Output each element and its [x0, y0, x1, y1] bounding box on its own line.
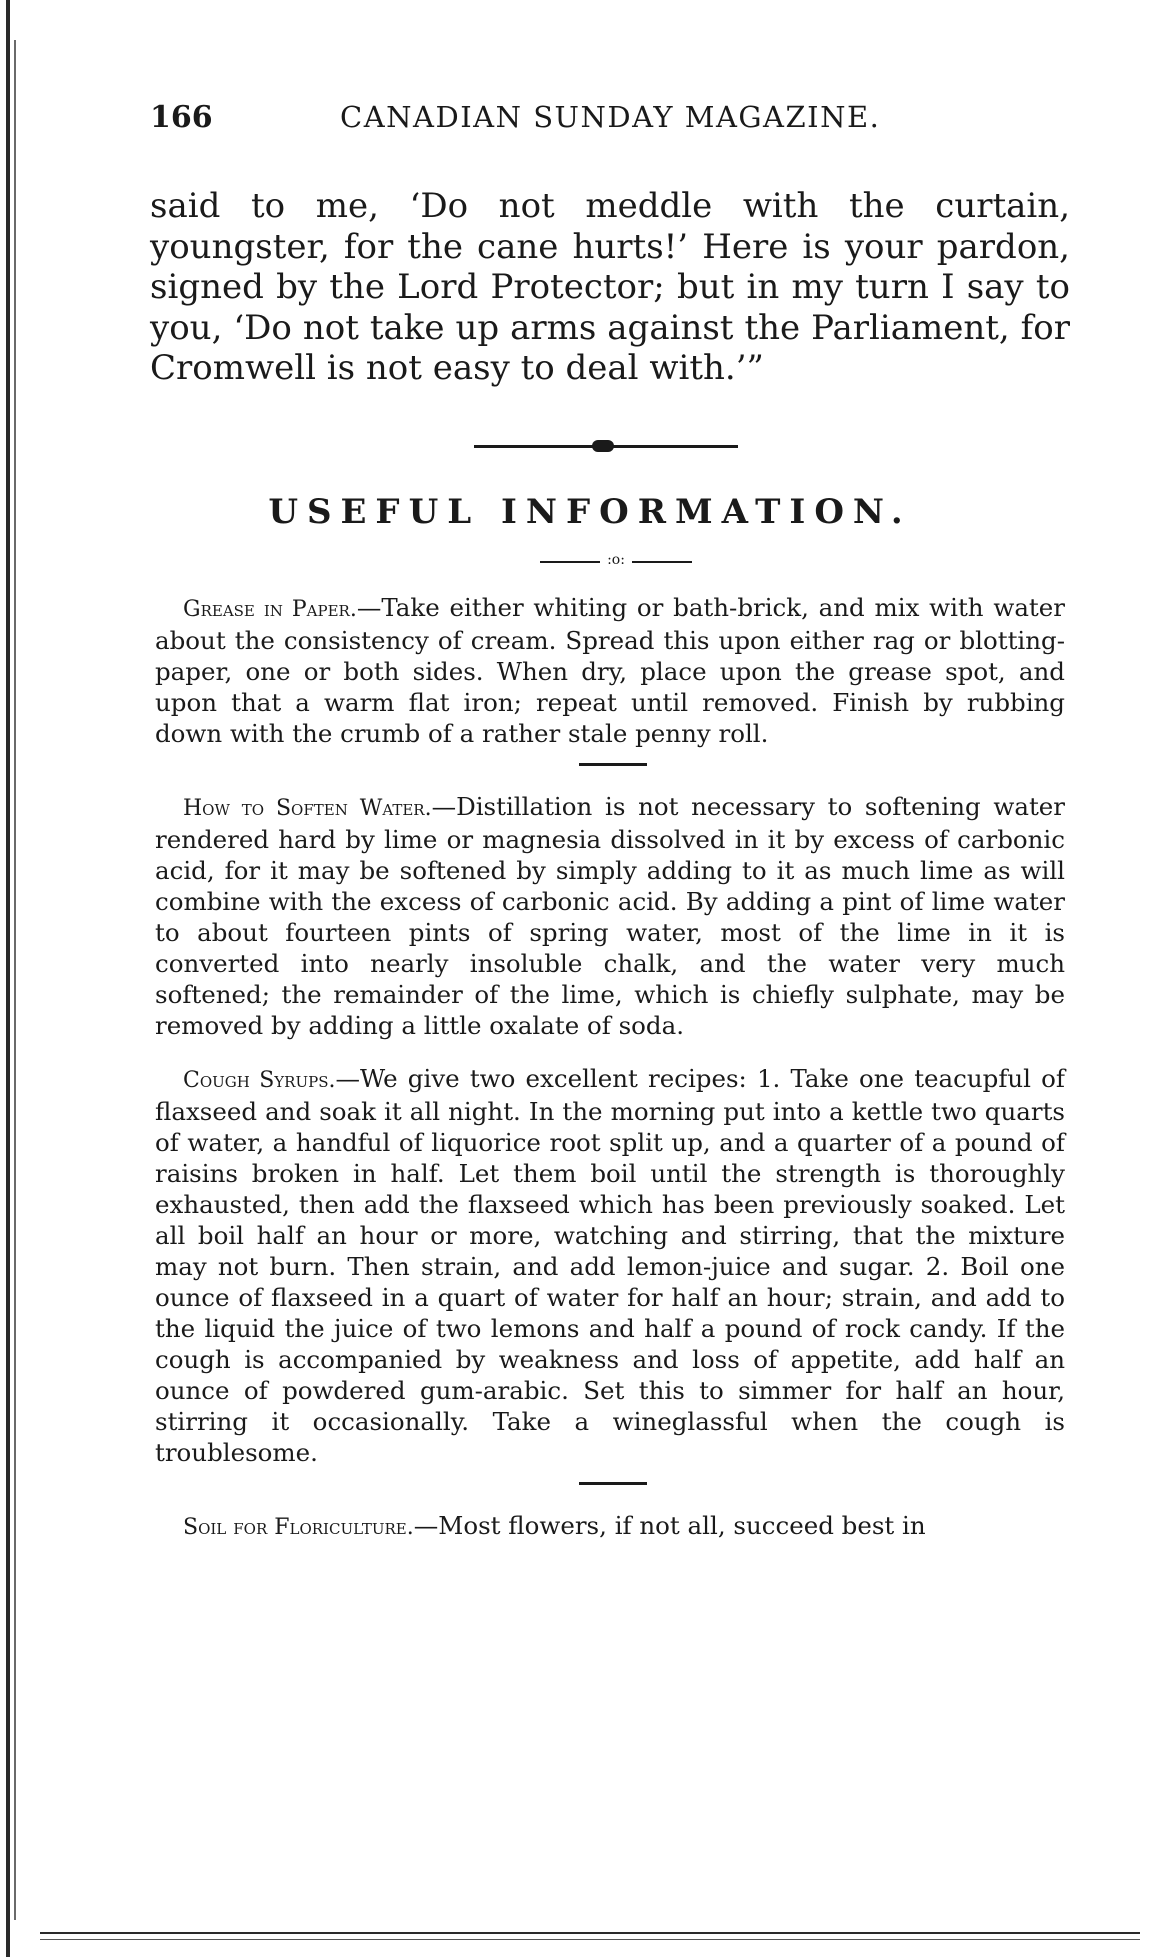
ornamental-rule	[474, 440, 738, 452]
title-ornament	[540, 552, 692, 572]
article-text: —Most flowers, if not all, succeed best in	[413, 1511, 926, 1540]
rule-ornament	[592, 440, 614, 452]
article-text: —We give two excellent recipes: 1. Take one teacupful of flaxseed and soak it all night. In the morning put into a kettle two quarts of water, a handful of liquorice root split up, and a quarter of a pound of raisins broken in half. Let them boil until the strength is thoroughly exhausted, then add the flaxseed which has been previously soaked. Let all boil half an hour or more, watching and stirring, that the mixture may not burn. Then strain, and add lemon-juice and sugar. 2. Boil one ounce of flaxseed in a quart of water for half an hour; strain, and add to the liquid the juice of two lemons and half a pound of rock candy. If the cough is accompanied by weakness and loss of appetite, add half an ounce of powdered gum-arabic. Set this to simmer for half an hour, stirring it occasionally. Take a wineglassful when the cough is troublesome.	[155, 1064, 1065, 1467]
article-gap	[155, 1041, 1065, 1063]
article-heading: Grease in Paper.	[183, 597, 357, 622]
article-soften-water	[155, 791, 1065, 1041]
article-text: —Distillation is not necessary to softening water rendered hard by lime or magnesia dissolved in it by excess of carbonic acid, for it may be softened by simply adding to it as much lime as will combine with the excess of carbonic acid. By adding a pint of lime water to about fourteen pints of spring water, most of the lime in it is converted into nearly insoluble chalk, and the water very much softened; the remainder of the lime, which is chiefly sulphate, may be removed by adding a little oxalate of soda.	[155, 792, 1065, 1040]
binding-edge	[6, 0, 10, 1957]
story-paragraph: said to me, ‘Do not meddle with the curtain, youngster, for the cane hurts!’ Here is your pardon, signed by the Lord Protector; but in my turn I say to you, ‘Do not take up arms against the Parliament, for Cromwell is not easy to deal with.’”	[150, 186, 1070, 388]
running-title: CANADIAN SUNDAY MAGAZINE.	[340, 100, 881, 134]
section-title: USEFUL INFORMATION.	[268, 492, 912, 532]
article-cough-syrups	[155, 1063, 1065, 1468]
article-separator	[155, 1476, 1065, 1492]
articles	[155, 592, 1065, 1543]
page-header	[150, 100, 1050, 140]
article-heading: How to Soften Water.	[183, 796, 432, 821]
separator-bar	[579, 1482, 647, 1485]
article-heading: Soil for Floriculture.	[183, 1515, 414, 1540]
article-soil-floriculture	[155, 1510, 1065, 1543]
ornament-line-right	[632, 561, 692, 563]
article-text: —Take either whiting or bath-brick, and mix with water about the consistency of cream. Spread this upon either rag or blotting-paper, one or both sides. When dry, place upon the grease spot, and upon that a warm flat iron; repeat until removed. Finish by rubbing down with the crumb of a rather stale penny roll.	[155, 593, 1065, 748]
separator-bar	[579, 763, 647, 766]
article-grease-in-paper	[155, 592, 1065, 749]
binding-edge-inner	[14, 40, 16, 1920]
bottom-rule	[40, 1932, 1140, 1934]
article-heading: Cough Syrups.	[183, 1068, 336, 1093]
page-number: 166	[150, 100, 213, 135]
story-ending	[150, 186, 1070, 389]
ornament-text: :o:	[607, 552, 625, 568]
article-separator	[155, 757, 1065, 773]
bottom-rule-thin	[40, 1939, 1140, 1940]
